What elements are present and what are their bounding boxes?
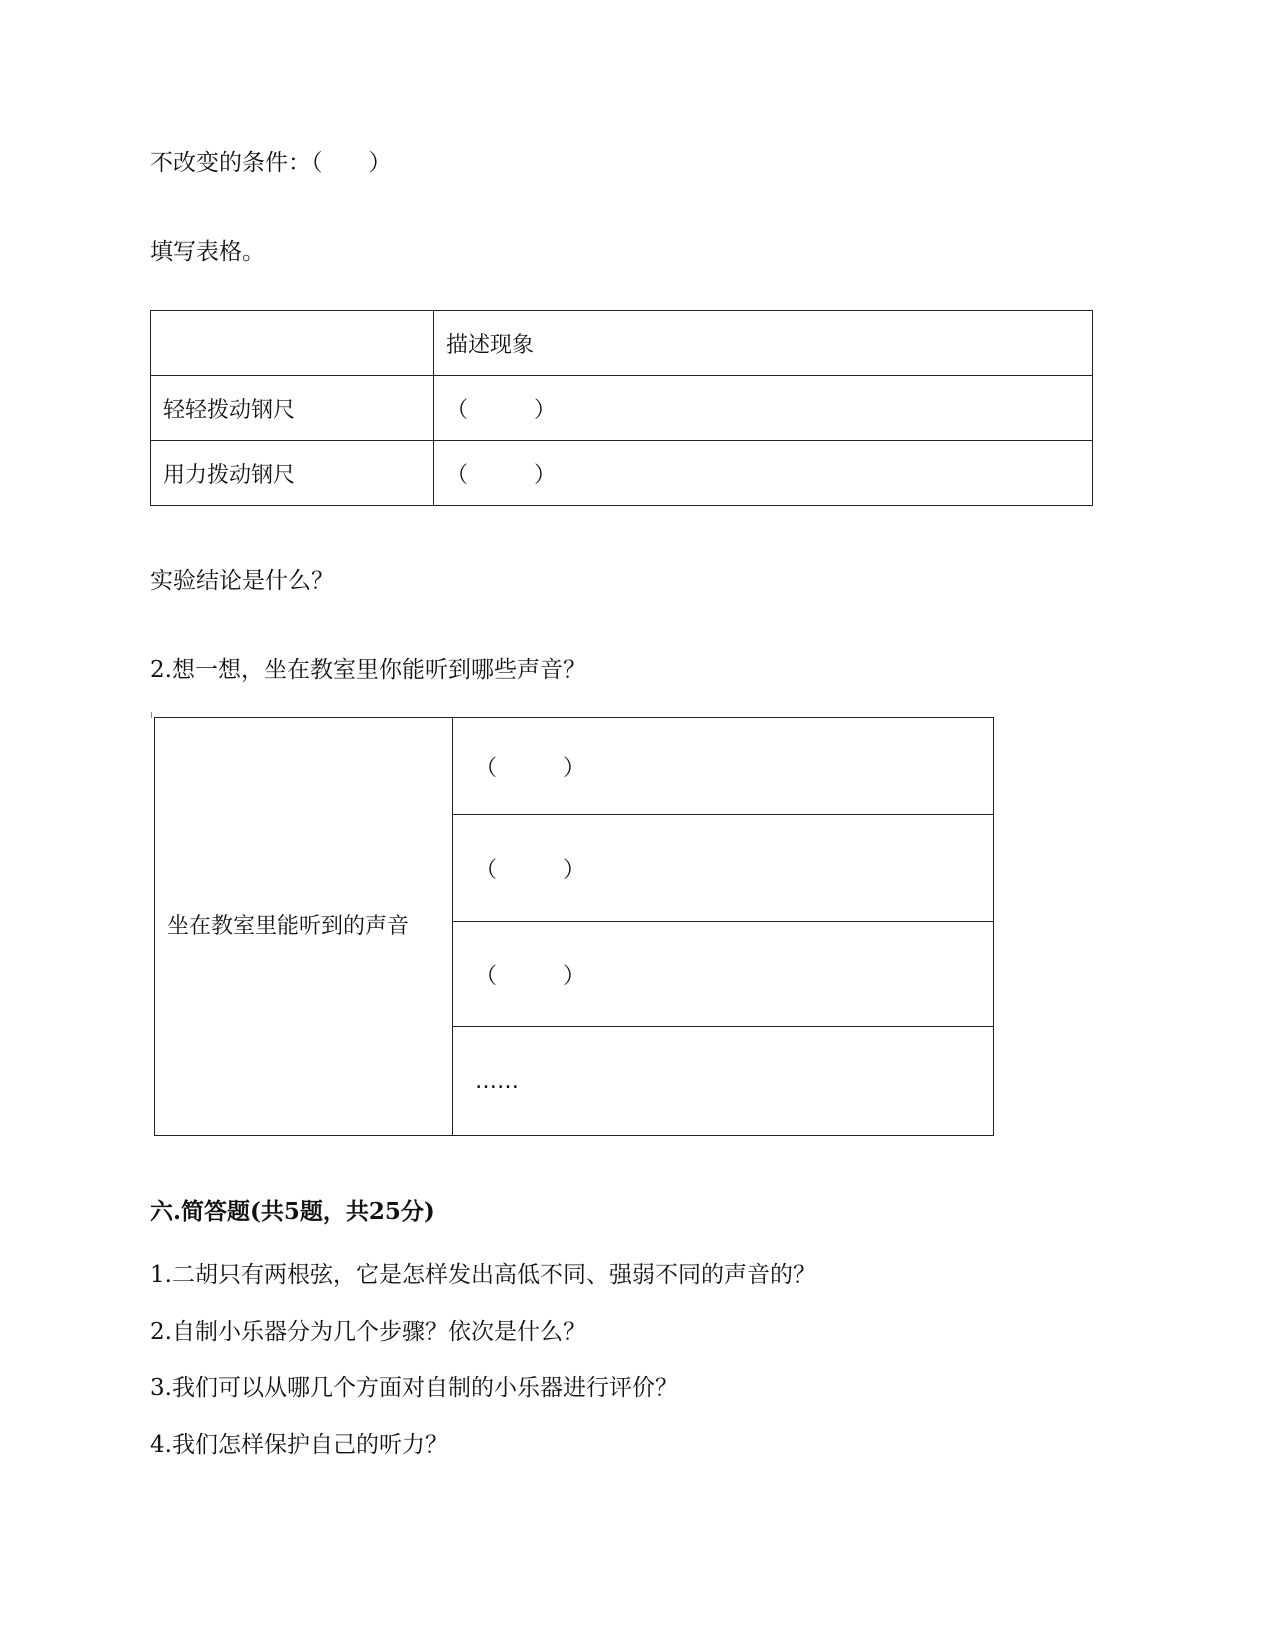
short-answer-question-4: 4.我们怎样保护自己的听力？ xyxy=(150,1432,448,1458)
conclusion-question: 实验结论是什么？ xyxy=(150,568,334,594)
answer-blank[interactable]: （ ） xyxy=(434,376,1093,441)
table-row xyxy=(151,311,1093,376)
table-row xyxy=(155,718,994,815)
short-answer-question-2: 2.自制小乐器分为几个步骤？依次是什么？ xyxy=(150,1319,586,1345)
answer-blank[interactable]: （ ） xyxy=(453,815,994,922)
answer-blank[interactable]: （ ） xyxy=(434,441,1093,506)
short-answer-question-1: 1.二胡只有两根弦，它是怎样发出高低不同、强弱不同的声音的？ xyxy=(150,1262,816,1288)
question-2-prompt: 2.想一想，坐在教室里你能听到哪些声音？ xyxy=(150,657,586,683)
ellipsis-cell: …… xyxy=(453,1027,994,1136)
section-6-heading: 六.简答题(共5题，共25分) xyxy=(150,1198,435,1225)
fill-table-instruction: 填写表格。 xyxy=(150,239,265,265)
answer-blank[interactable]: （ ） xyxy=(453,922,994,1027)
table-header-phenomenon: 描述现象 xyxy=(434,311,1093,376)
answer-blank[interactable]: （ ） xyxy=(453,718,994,815)
short-answer-question-3: 3.我们可以从哪几个方面对自制的小乐器进行评价？ xyxy=(150,1375,678,1401)
ruler-phenomenon-table xyxy=(150,310,1093,506)
classroom-sounds-label: 坐在教室里能听到的声音 xyxy=(155,718,453,1136)
table-anchor-mark xyxy=(151,712,152,718)
row-label-light-pluck: 轻轻拨动钢尺 xyxy=(151,376,434,441)
table-row xyxy=(151,376,1093,441)
row-label-hard-pluck: 用力拨动钢尺 xyxy=(151,441,434,506)
unchanged-condition-prompt: 不改变的条件：（ ） xyxy=(150,150,392,176)
table-row xyxy=(151,441,1093,506)
table-header-empty xyxy=(151,311,434,376)
classroom-sounds-table xyxy=(154,717,994,1136)
